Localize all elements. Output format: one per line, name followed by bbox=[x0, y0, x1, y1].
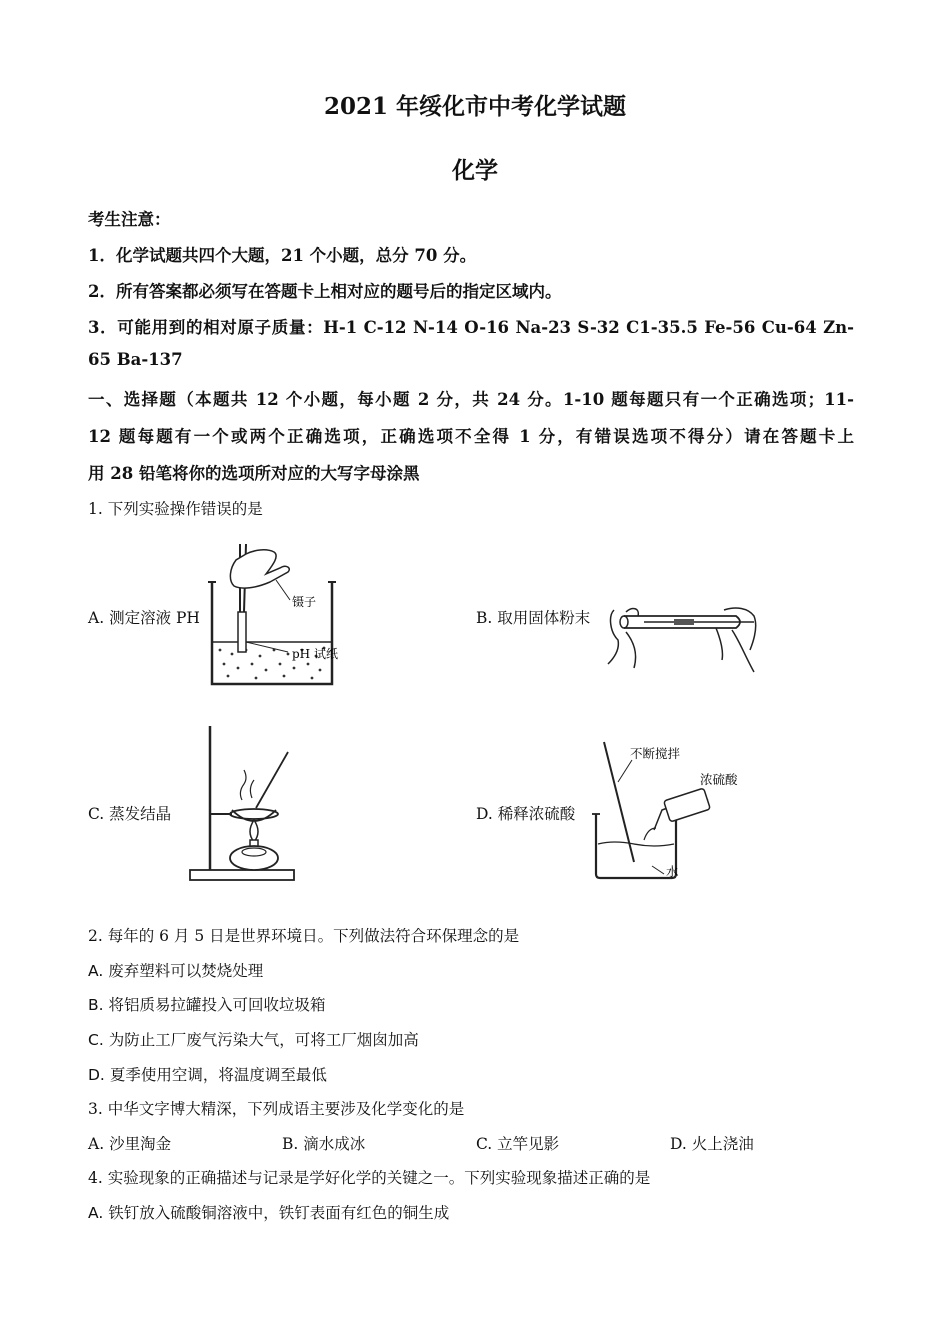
powder-figure bbox=[604, 598, 764, 682]
notice-item-3: 3．可能用到的相对原子质量：H-1 C-12 N-14 O-16 Na-23 S-32 C1-35.5 Fe-56 Cu-64 Zn- bbox=[88, 318, 854, 337]
q4-option-a: A. 铁钉放入硫酸铜溶液中，铁钉表面有红色的铜生成 bbox=[88, 1204, 450, 1222]
subject-title: 化学 bbox=[452, 157, 498, 184]
evaporation-figure bbox=[188, 722, 298, 884]
label-tweezers: 镊子 bbox=[292, 595, 317, 609]
section1-line-3: 用 28 铅笔将你的选项所对应的大写字母涂黑 bbox=[88, 464, 420, 483]
section1-line-2: 12 题每题有一个或两个正确选项，正确选项不全得 1 分，有错误选项不得分）请在答题卡上 bbox=[88, 427, 854, 446]
label-stir: 不断搅拌 bbox=[630, 746, 681, 761]
q1-option-a: A. 测定溶液 PH bbox=[88, 609, 200, 627]
q1-option-d: D. 稀释浓硫酸 bbox=[476, 805, 576, 823]
q2-stem: 2. 每年的 6 月 5 日是世界环境日。下列做法符合环保理念的是 bbox=[88, 927, 520, 945]
q2-option-c: C. 为防止工厂废气污染大气，可将工厂烟囱加高 bbox=[88, 1031, 419, 1049]
q1-option-b: B. 取用固体粉末 bbox=[476, 609, 591, 627]
notice-item-1: 1．化学试题共四个大题，21 个小题，总分 70 分。 bbox=[88, 246, 477, 265]
section1-line-1: 一、选择题（本题共 12 个小题，每小题 2 分，共 24 分。1-10 题每题只有一个正确选项；11- bbox=[88, 390, 854, 409]
q1-stem: 1. 下列实验操作错误的是 bbox=[88, 500, 263, 518]
q4-stem: 4. 实验现象的正确描述与记录是学好化学的关键之一。下列实验现象描述正确的是 bbox=[88, 1169, 651, 1187]
q3-option-a: A. 沙里淘金 bbox=[88, 1135, 172, 1153]
label-water: 水 bbox=[666, 864, 679, 879]
exam-title: 2021 年绥化市中考化学试题 bbox=[323, 93, 627, 120]
q3-option-b: B. 滴水成冰 bbox=[282, 1135, 366, 1153]
notice-item-2: 2．所有答案都必须写在答题卡上相对应的题号后的指定区域内。 bbox=[88, 282, 562, 301]
label-ph-paper: pH 试纸 bbox=[292, 647, 338, 661]
notice-heading: 考生注意： bbox=[88, 210, 171, 229]
q2-option-a: A. 废弃塑料可以焚烧处理 bbox=[88, 962, 264, 980]
q1-option-c: C. 蒸发结晶 bbox=[88, 805, 172, 823]
dilute-acid-figure bbox=[590, 738, 760, 884]
label-conc-acid: 浓硫酸 bbox=[700, 772, 738, 787]
q3-option-c: C. 立竿见影 bbox=[476, 1135, 560, 1153]
notice-item-3-cont: 65 Ba-137 bbox=[88, 350, 183, 369]
ph-test-figure bbox=[200, 538, 360, 690]
q2-option-d: D. 夏季使用空调，将温度调至最低 bbox=[88, 1066, 327, 1084]
q2-option-b: B. 将铝质易拉罐投入可回收垃圾箱 bbox=[88, 996, 326, 1014]
q3-stem: 3. 中华文字博大精深，下列成语主要涉及化学变化的是 bbox=[88, 1100, 465, 1118]
q3-option-d: D. 火上浇油 bbox=[670, 1135, 754, 1153]
